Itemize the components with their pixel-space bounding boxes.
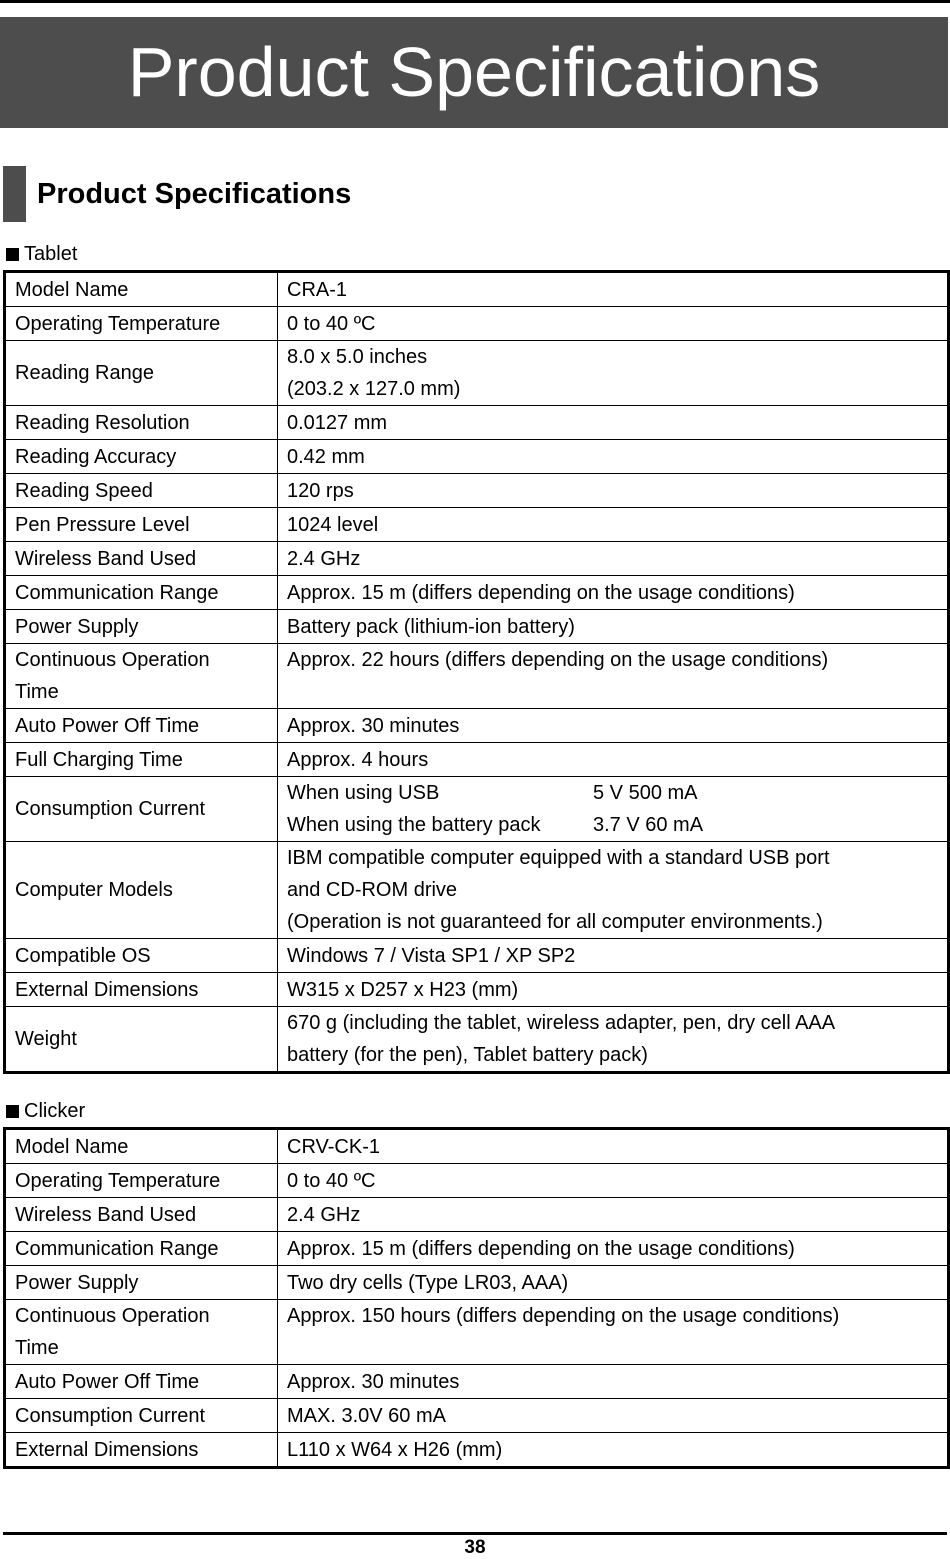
spec-label-line: Consumption Current [15, 798, 206, 820]
spec-label [5, 610, 278, 644]
spec-value-line: (203.2 x 127.0 mm) [287, 378, 461, 400]
spec-value-line: Approx. 22 hours (differs depending on the usage conditions) [287, 649, 829, 671]
section-title: Product Specifications [37, 178, 352, 210]
spec-label [5, 709, 278, 743]
spec-value [278, 709, 949, 743]
tablet-spec-table [3, 270, 950, 1074]
table-row [5, 1433, 949, 1468]
spec-value-line: (Operation is not guaranteed for all computer environments.) [287, 911, 823, 933]
spec-label [5, 1300, 278, 1365]
square-bullet-icon [6, 1105, 19, 1118]
spec-label-line: Time [15, 681, 59, 703]
spec-value [278, 1007, 949, 1073]
clicker-caption-label: Clicker [24, 1100, 86, 1122]
spec-value-line: 1024 level [287, 513, 379, 536]
spec-label [5, 973, 278, 1007]
spec-value [278, 743, 949, 777]
spec-label-line: Auto Power Off Time [15, 1370, 200, 1393]
spec-label [5, 1232, 278, 1266]
spec-value-line: Approx. 4 hours [287, 748, 429, 771]
spec-label [5, 542, 278, 576]
spec-label-line: Wireless Band Used [15, 1203, 197, 1226]
spec-label-line: Communication Range [15, 581, 219, 604]
table-row [5, 842, 949, 939]
table-row [5, 973, 949, 1007]
spec-value-pair [287, 809, 947, 841]
spec-label-line: Auto Power Off Time [15, 714, 200, 737]
table-row [5, 709, 949, 743]
spec-value-line: 0 to 40 ºC [287, 312, 376, 335]
spec-label [5, 272, 278, 307]
table-row [5, 272, 949, 307]
spec-value-pair [287, 777, 947, 809]
clicker-caption [6, 1098, 85, 1124]
spec-value-line: L110 x W64 x H26 (mm) [287, 1438, 503, 1461]
spec-label [5, 1365, 278, 1399]
spec-value [278, 1232, 949, 1266]
spec-value [278, 610, 949, 644]
table-row [5, 644, 949, 709]
spec-value [278, 939, 949, 973]
spec-label-line: Operating Temperature [15, 1169, 221, 1192]
spec-label-line: Power Supply [15, 615, 139, 638]
spec-value-line: battery (for the pen), Tablet battery pack) [287, 1044, 648, 1066]
spec-label-line: Wireless Band Used [15, 547, 197, 570]
table-row [5, 1007, 949, 1073]
table-row [5, 1399, 949, 1433]
table-row [5, 440, 949, 474]
spec-value [278, 576, 949, 610]
spec-value-line: Approx. 150 hours (differs depending on the usage conditions) [287, 1305, 840, 1327]
spec-value [278, 474, 949, 508]
table-row [5, 1365, 949, 1399]
spec-value [278, 406, 949, 440]
spec-label-line: Power Supply [15, 1271, 139, 1294]
spec-value-line: 2.4 GHz [287, 1203, 361, 1226]
spec-condition: When using the battery pack [287, 814, 541, 836]
section-heading [3, 166, 903, 222]
spec-value-line: 2.4 GHz [287, 547, 361, 570]
square-bullet-icon [6, 248, 19, 261]
table-row [5, 576, 949, 610]
spec-label-line: Model Name [15, 278, 129, 301]
spec-label-line: Reading Speed [15, 479, 153, 502]
table-row [5, 1266, 949, 1300]
spec-label [5, 440, 278, 474]
spec-value-line: CRV-CK-1 [287, 1135, 380, 1158]
spec-label [5, 406, 278, 440]
spec-label-line: Time [15, 1337, 59, 1359]
spec-value-line: and CD-ROM drive [287, 879, 458, 901]
spec-value [278, 341, 949, 406]
spec-value [278, 973, 949, 1007]
spec-value-line: 670 g (including the tablet, wireless adapter, pen, dry cell AAA [287, 1012, 836, 1034]
spec-label-line: Weight [15, 1028, 77, 1050]
table-row [5, 777, 949, 842]
table-row [5, 508, 949, 542]
spec-label-line: Operating Temperature [15, 312, 221, 335]
spec-value-line: 0 to 40 ºC [287, 1169, 376, 1192]
spec-value-line: Approx. 30 minutes [287, 1370, 460, 1393]
spec-value-line: 8.0 x 5.0 inches [287, 346, 428, 368]
spec-label [5, 1198, 278, 1232]
spec-value-line: Approx. 15 m (differs depending on the usage conditions) [287, 1237, 795, 1260]
spec-value [278, 1300, 949, 1365]
spec-value-line: Battery pack (lithium-ion battery) [287, 615, 575, 638]
spec-value [278, 644, 949, 709]
spec-label-line: Reading Accuracy [15, 445, 177, 468]
spec-label [5, 644, 278, 709]
section-marker [3, 166, 26, 222]
spec-label [5, 1007, 278, 1073]
table-row [5, 1232, 949, 1266]
spec-value-line: MAX. 3.0V 60 mA [287, 1404, 446, 1427]
spec-value [278, 1129, 949, 1164]
spec-label [5, 576, 278, 610]
spec-label-line: Continuous Operation [15, 649, 210, 671]
spec-value [278, 272, 949, 307]
spec-value [278, 1164, 949, 1198]
spec-value-line: Windows 7 / Vista SP1 / XP SP2 [287, 944, 576, 967]
spec-value-line: 120 rps [287, 479, 354, 502]
spec-label [5, 341, 278, 406]
spec-value [278, 542, 949, 576]
spec-value [278, 1365, 949, 1399]
spec-condition: When using USB [287, 782, 440, 804]
spec-value [278, 842, 949, 939]
spec-label [5, 1266, 278, 1300]
spec-label [5, 1129, 278, 1164]
tablet-caption-label: Tablet [24, 243, 78, 265]
spec-label-line: Reading Resolution [15, 411, 190, 434]
page-banner-title: Product Specifications [0, 17, 948, 128]
table-row [5, 542, 949, 576]
spec-value [278, 307, 949, 341]
table-row [5, 939, 949, 973]
spec-value-line: Approx. 15 m (differs depending on the usage conditions) [287, 581, 795, 604]
table-row [5, 341, 949, 406]
spec-label-line: Model Name [15, 1135, 129, 1158]
table-row [5, 1164, 949, 1198]
spec-label-line: Compatible OS [15, 944, 151, 967]
table-row [5, 610, 949, 644]
spec-label-line: Continuous Operation [15, 1305, 210, 1327]
spec-value [278, 508, 949, 542]
spec-label-line: Pen Pressure Level [15, 513, 190, 536]
spec-label [5, 1433, 278, 1468]
table-row [5, 307, 949, 341]
spec-label [5, 474, 278, 508]
spec-label-line: Computer Models [15, 879, 173, 901]
spec-value-line: W315 x D257 x H23 (mm) [287, 978, 519, 1001]
spec-value [278, 1198, 949, 1232]
spec-value-line: CRA-1 [287, 278, 348, 301]
spec-value-line: 0.0127 mm [287, 411, 388, 434]
table-row [5, 743, 949, 777]
footer-rule [3, 1532, 947, 1535]
spec-label-line: Consumption Current [15, 1404, 206, 1427]
spec-label [5, 777, 278, 842]
spec-value [278, 777, 949, 842]
clicker-spec-table [3, 1127, 950, 1469]
spec-label [5, 1164, 278, 1198]
spec-value [278, 1433, 949, 1468]
spec-label-line: Communication Range [15, 1237, 219, 1260]
table-row [5, 474, 949, 508]
table-row [5, 406, 949, 440]
tablet-caption [6, 241, 77, 267]
page-number: 38 [464, 1537, 486, 1558]
spec-label-line: Full Charging Time [15, 748, 183, 771]
spec-value-line: IBM compatible computer equipped with a standard USB port [287, 847, 830, 869]
spec-label-line: External Dimensions [15, 1438, 199, 1461]
spec-amount: 3.7 V 60 mA [593, 814, 704, 836]
spec-amount: 5 V 500 mA [593, 782, 698, 804]
spec-value [278, 1266, 949, 1300]
spec-value [278, 1399, 949, 1433]
spec-value-line: Two dry cells (Type LR03, AAA) [287, 1271, 569, 1294]
table-row [5, 1198, 949, 1232]
spec-label [5, 743, 278, 777]
spec-label-line: Reading Range [15, 362, 154, 384]
spec-label [5, 1399, 278, 1433]
spec-label [5, 307, 278, 341]
spec-value [278, 440, 949, 474]
spec-value-line: 0.42 mm [287, 445, 365, 468]
spec-label [5, 508, 278, 542]
table-row [5, 1129, 949, 1164]
spec-label [5, 939, 278, 973]
top-rule [0, 0, 950, 3]
spec-label-line: External Dimensions [15, 978, 199, 1001]
spec-value-line: Approx. 30 minutes [287, 714, 460, 737]
table-row [5, 1300, 949, 1365]
spec-label [5, 842, 278, 939]
